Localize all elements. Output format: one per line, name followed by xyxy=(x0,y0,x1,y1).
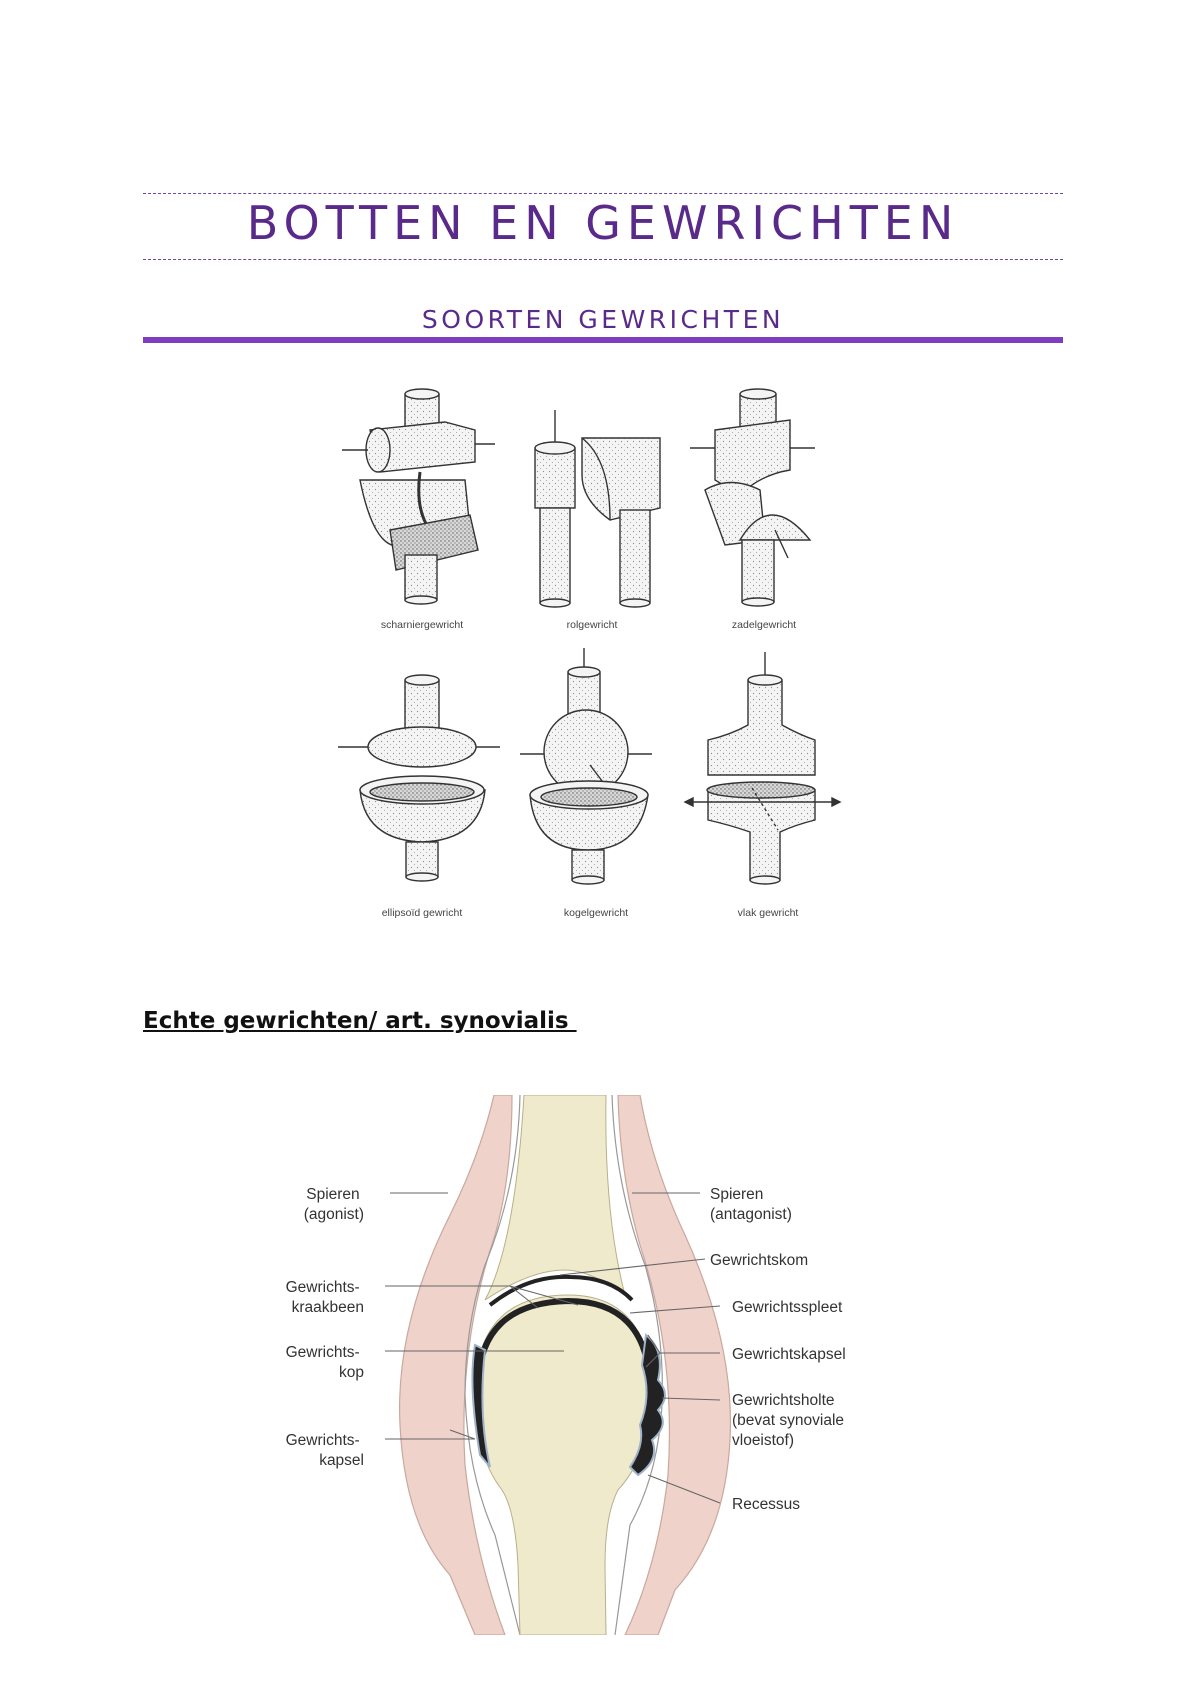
label-joint-cavity: Gewrichtsholte (bevat synoviale vloeistof) xyxy=(732,1392,845,1449)
label-recess: Recessus xyxy=(732,1496,801,1513)
hinge-joint-drawing xyxy=(342,389,495,604)
label-joint-head: Gewrichts- kop xyxy=(285,1344,364,1381)
synovial-joint-diagram xyxy=(280,1095,920,1635)
label-joint-capsule-left: Gewrichts- kapsel xyxy=(285,1432,364,1469)
saddle-joint-drawing xyxy=(690,389,815,606)
joint-types-illustration xyxy=(320,380,860,920)
section-title-underline xyxy=(143,337,1063,343)
caption-ball-joint: kogelgewricht xyxy=(563,907,629,919)
label-joint-capsule-right: Gewrichtskapsel xyxy=(732,1346,846,1363)
caption-saddle-joint: zadelgewricht xyxy=(731,619,797,631)
synovial-joints-heading: Echte gewrichten/ art. synovialis xyxy=(143,1008,577,1034)
ball-joint-drawing xyxy=(520,648,652,884)
section-title: SOORTEN GEWRICHTEN xyxy=(421,305,785,334)
ellipsoid-joint-drawing xyxy=(338,675,500,881)
joint-anatomy-drawing xyxy=(400,1095,731,1635)
caption-hinge-joint: scharniergewricht xyxy=(380,619,464,631)
title-bottom-rule xyxy=(143,259,1063,260)
caption-pivot-joint: rolgewricht xyxy=(566,619,618,631)
label-muscles-agonist: Spieren (agonist) xyxy=(303,1186,364,1223)
label-joint-cartilage: Gewrichts- kraakbeen xyxy=(285,1279,364,1316)
page-title: BOTTEN EN GEWRICHTEN xyxy=(246,196,960,250)
title-top-rule xyxy=(143,193,1063,194)
caption-plane-joint: vlak gewricht xyxy=(737,907,799,919)
pivot-joint-drawing xyxy=(535,410,660,607)
caption-ellipsoid-joint: ellipsoïd gewricht xyxy=(381,907,463,919)
label-muscles-antagonist: Spieren (antagonist) xyxy=(710,1186,792,1223)
plane-joint-drawing xyxy=(685,652,840,884)
label-joint-socket: Gewrichtskom xyxy=(710,1252,809,1269)
label-joint-gap: Gewrichtsspleet xyxy=(732,1299,843,1316)
